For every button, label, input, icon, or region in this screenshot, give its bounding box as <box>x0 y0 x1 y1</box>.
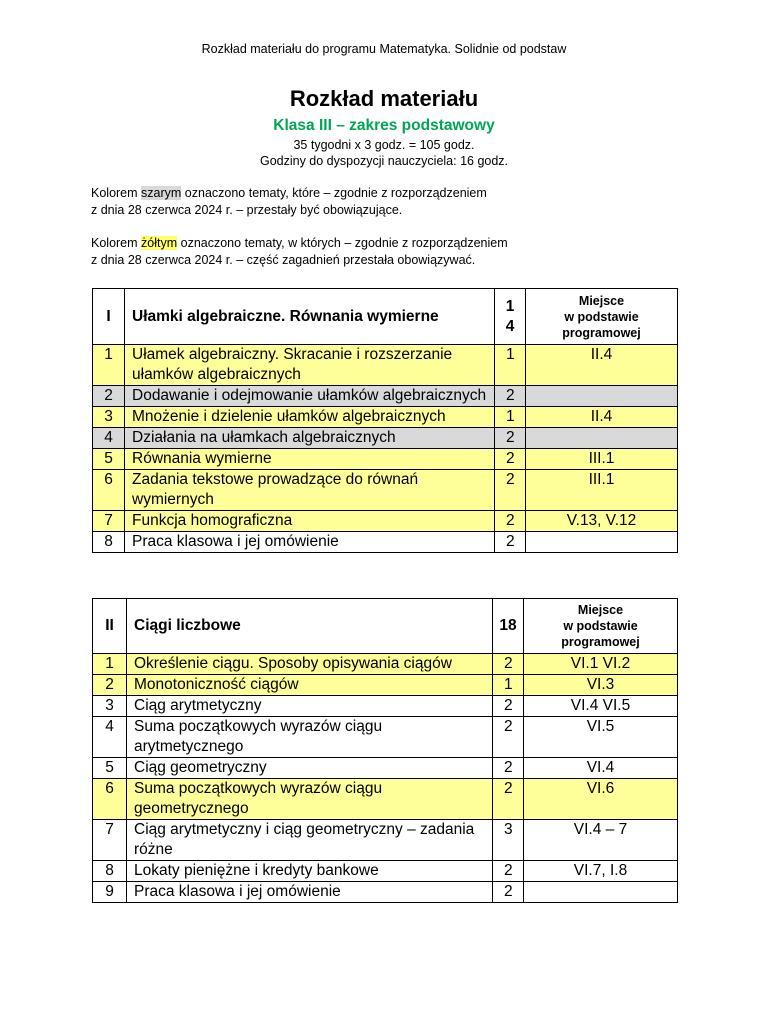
note-gray-post: oznaczono tematy, które – zgodnie z rozporządzeniem <box>181 186 487 200</box>
note-yellow-mark: żółtym <box>141 236 178 250</box>
curriculum-ref: VI.4 – 7 <box>524 820 678 861</box>
lesson-number: 1 <box>93 654 127 675</box>
lesson-hours: 2 <box>493 654 524 675</box>
lesson-hours: 1 <box>495 407 526 428</box>
note-yellow-line2: z dnia 28 czerwca 2024 r. – część zagadnień przestała obowiązywać. <box>91 253 476 267</box>
lesson-number: 3 <box>93 696 127 717</box>
curriculum-ref <box>526 428 678 449</box>
lesson-hours: 2 <box>495 428 526 449</box>
lesson-topic: Suma początkowych wyrazów ciągu arytmetycznego <box>127 717 493 758</box>
section-title: Ułamki algebraiczne. Równania wymierne <box>125 289 495 345</box>
section-header-row <box>93 289 678 345</box>
lesson-hours: 2 <box>495 386 526 407</box>
section-header-row <box>93 599 678 654</box>
lesson-hours: 2 <box>493 882 524 903</box>
curriculum-ref <box>526 532 678 553</box>
note-gray <box>91 185 487 219</box>
lesson-topic: Ciąg arytmetyczny <box>127 696 493 717</box>
table-row <box>93 882 678 903</box>
lesson-number: 7 <box>93 511 125 532</box>
note-yellow <box>91 235 508 269</box>
note-gray-mark: szarym <box>141 186 182 200</box>
curriculum-ref: VI.4 VI.5 <box>524 696 678 717</box>
lesson-topic: Działania na ułamkach algebraicznych <box>125 428 495 449</box>
lesson-hours: 2 <box>495 470 526 511</box>
curriculum-ref: VI.4 <box>524 758 678 779</box>
table-row <box>93 449 678 470</box>
lesson-number: 6 <box>93 779 127 820</box>
section-table-1 <box>92 288 678 553</box>
lesson-topic: Dodawanie i odejmowanie ułamków algebraicznych <box>125 386 495 407</box>
place-header-l1: Miejsce <box>577 603 624 617</box>
page-header: Rozkład materiału do programu Matematyka. Solidnie od podstaw <box>201 42 567 56</box>
lesson-topic: Funkcja homograficzna <box>125 511 495 532</box>
curriculum-ref: VI.3 <box>524 675 678 696</box>
hours-line: 35 tygodni x 3 godz. = 105 godz. <box>293 138 475 152</box>
table-row <box>93 696 678 717</box>
table-row <box>93 675 678 696</box>
lesson-number: 2 <box>93 386 125 407</box>
table-row <box>93 861 678 882</box>
curriculum-ref: VI.1 VI.2 <box>524 654 678 675</box>
lesson-topic: Ułamek algebraiczny. Skracanie i rozszerzanie ułamków algebraicznych <box>125 345 495 386</box>
lesson-topic: Lokaty pieniężne i kredyty bankowe <box>127 861 493 882</box>
table-row <box>93 820 678 861</box>
section-hours-top: 1 <box>505 297 515 315</box>
section-rows <box>93 345 678 553</box>
lesson-number: 1 <box>93 345 125 386</box>
curriculum-ref: VI.5 <box>524 717 678 758</box>
lesson-number: 5 <box>93 758 127 779</box>
note-gray-line2: z dnia 28 czerwca 2024 r. – przestały być obowiązujące. <box>91 203 403 217</box>
curriculum-ref: VI.6 <box>524 779 678 820</box>
section-title: Ciągi liczbowe <box>127 599 493 654</box>
lesson-topic: Praca klasowa i jej omówienie <box>127 882 493 903</box>
note-yellow-post: oznaczono tematy, w których – zgodnie z rozporządzeniem <box>177 236 508 250</box>
lesson-hours: 2 <box>493 758 524 779</box>
place-header <box>524 599 678 654</box>
section-table-2 <box>92 598 678 903</box>
lesson-number: 7 <box>93 820 127 861</box>
lesson-topic: Określenie ciągu. Sposoby opisywania ciągów <box>127 654 493 675</box>
section-hours-bottom: 4 <box>505 317 515 335</box>
table-row <box>93 386 678 407</box>
place-header-l3: programowej <box>561 635 640 649</box>
lesson-number: 9 <box>93 882 127 903</box>
lesson-topic: Zadania tekstowe prowadzące do równań wymiernych <box>125 470 495 511</box>
table-row <box>93 758 678 779</box>
curriculum-ref <box>526 386 678 407</box>
lesson-number: 5 <box>93 449 125 470</box>
table-row <box>93 511 678 532</box>
table-row <box>93 779 678 820</box>
section-hours: 18 <box>493 599 524 654</box>
lesson-number: 6 <box>93 470 125 511</box>
curriculum-ref: V.13, V.12 <box>526 511 678 532</box>
section-rows <box>93 654 678 903</box>
curriculum-ref: III.1 <box>526 449 678 470</box>
lesson-hours: 2 <box>493 696 524 717</box>
note-gray-pre: Kolorem <box>91 186 142 200</box>
table-row <box>93 407 678 428</box>
table-row <box>93 345 678 386</box>
lesson-hours: 2 <box>493 861 524 882</box>
lesson-number: 8 <box>93 532 125 553</box>
lesson-number: 8 <box>93 861 127 882</box>
section-roman: I <box>93 289 125 345</box>
page-subtitle: Klasa III – zakres podstawowy <box>273 117 495 134</box>
place-header-l3: programowej <box>562 325 641 340</box>
place-header-l2: w podstawie <box>563 619 638 633</box>
lesson-hours: 3 <box>493 820 524 861</box>
lesson-hours: 2 <box>493 717 524 758</box>
lesson-hours: 1 <box>493 675 524 696</box>
lesson-number: 3 <box>93 407 125 428</box>
lesson-topic: Praca klasowa i jej omówienie <box>125 532 495 553</box>
table-row <box>93 428 678 449</box>
lesson-topic: Ciąg geometryczny <box>127 758 493 779</box>
lesson-number: 4 <box>93 428 125 449</box>
lesson-hours: 1 <box>495 345 526 386</box>
lesson-number: 2 <box>93 675 127 696</box>
lesson-topic: Mnożenie i dzielenie ułamków algebraicznych <box>125 407 495 428</box>
curriculum-ref: VI.7, I.8 <box>524 861 678 882</box>
curriculum-ref: III.1 <box>526 470 678 511</box>
place-header-l2: w podstawie <box>564 309 639 324</box>
section-hours <box>495 289 526 345</box>
curriculum-ref <box>524 882 678 903</box>
lesson-topic: Równania wymierne <box>125 449 495 470</box>
table-row <box>93 532 678 553</box>
curriculum-ref: II.4 <box>526 345 678 386</box>
lesson-hours: 2 <box>495 449 526 470</box>
lesson-hours: 2 <box>495 532 526 553</box>
section-roman: II <box>93 599 127 654</box>
lesson-topic: Suma początkowych wyrazów ciągu geometrycznego <box>127 779 493 820</box>
lesson-topic: Monotoniczność ciągów <box>127 675 493 696</box>
table-row <box>93 717 678 758</box>
curriculum-ref: II.4 <box>526 407 678 428</box>
table-row <box>93 470 678 511</box>
lesson-hours: 2 <box>495 511 526 532</box>
page-title: Rozkład materiału <box>289 86 479 111</box>
table-row <box>93 654 678 675</box>
place-header <box>526 289 678 345</box>
place-header-l1: Miejsce <box>578 293 625 308</box>
teacher-hours-line: Godziny do dyspozycji nauczyciela: 16 godz. <box>259 154 509 168</box>
lesson-topic: Ciąg arytmetyczny i ciąg geometryczny – zadania różne <box>127 820 493 861</box>
note-yellow-pre: Kolorem <box>91 236 142 250</box>
lesson-hours: 2 <box>493 779 524 820</box>
lesson-number: 4 <box>93 717 127 758</box>
